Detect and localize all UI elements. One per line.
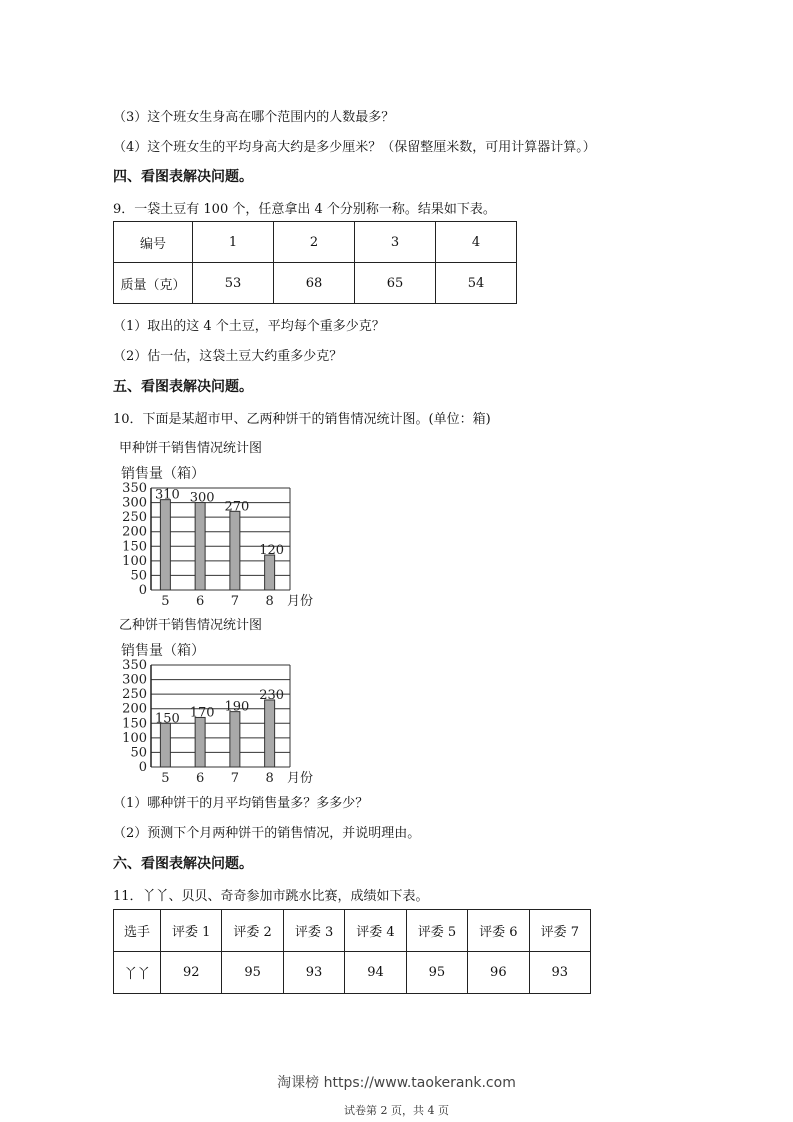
chart-b-xtick-label: 7 <box>230 771 240 785</box>
q8-sub3: （3）这个班女生身高在哪个范围内的人数最多？ <box>113 110 395 125</box>
chart-b-bar <box>230 712 240 767</box>
q11-table-row <box>114 952 591 994</box>
q11-score-cell: 94 <box>345 952 406 994</box>
q9-mass-cell: 53 <box>193 263 274 304</box>
chart-b-xtick-label: 8 <box>265 771 274 785</box>
q9-sub2: （2）估一估，这袋土豆大约重多少克？ <box>113 349 343 364</box>
chart-a-bar <box>160 500 170 590</box>
chart-b-xtick-label: 6 <box>195 771 205 785</box>
q9-mass-cell: 54 <box>436 263 517 304</box>
chart-b-ytick-label: 250 <box>122 687 147 703</box>
q11-judge-header: 评委 5 <box>406 910 467 952</box>
q9-id-cell: 2 <box>274 222 355 263</box>
chart-b-ytick-label: 0 <box>138 760 147 775</box>
chart-a-ytick-label: 100 <box>122 553 147 569</box>
chart-a-bar <box>195 503 205 590</box>
q9-table-row <box>114 222 517 263</box>
chart-b-bar <box>195 717 205 767</box>
chart-b-data-label: 230 <box>259 687 285 703</box>
chart-a-bar <box>230 511 240 590</box>
chart-a-xlabel: 月份 <box>287 594 314 608</box>
q9-table-row <box>114 263 517 304</box>
q11-header-first: 选手 <box>114 910 161 952</box>
chart-a-data-label: 270 <box>224 499 250 515</box>
chart-a-ytick-label: 150 <box>122 539 147 555</box>
q11-judge-header: 评委 3 <box>283 910 344 952</box>
q11-judge-header: 评委 2 <box>222 910 283 952</box>
footer-watermark: 淘课榜 https://www.taokerank.com <box>277 1075 516 1091</box>
chart-b-ytick-label: 150 <box>122 716 147 732</box>
chart-a-ylabel: 销售量（箱） <box>121 466 205 482</box>
q9-mass-cell: 68 <box>274 263 355 304</box>
chart-a-ytick-label: 300 <box>122 495 147 511</box>
chart-b-bar <box>265 700 275 767</box>
chart-b-data-label: 150 <box>154 711 180 727</box>
chart-a-xtick-label: 7 <box>230 594 240 608</box>
q9-sub1: （1）取出的这 4 个土豆，平均每个重多少克？ <box>113 319 385 334</box>
chart-b-data-label: 170 <box>189 705 215 721</box>
chart-b-bar <box>160 723 170 767</box>
q11-score-cell: 95 <box>222 952 283 994</box>
chart-a-ytick-label: 0 <box>138 583 147 598</box>
chart-a-title: 甲种饼干销售情况统计图 <box>119 441 263 456</box>
chart-b-title: 乙种饼干销售情况统计图 <box>119 618 263 633</box>
section5-heading: 五、看图表解决问题。 <box>113 379 253 395</box>
q9-id-cell: 4 <box>436 222 517 263</box>
q10-sub1: （1）哪种饼干的月平均销售量多？多多少？ <box>113 796 369 811</box>
chart-b-ytick-label: 100 <box>122 730 147 746</box>
q11-judge-header: 评委 6 <box>468 910 529 952</box>
chart-a-xtick-label: 8 <box>265 594 274 608</box>
q9-mass-cell: 65 <box>355 263 436 304</box>
chart-a-xtick-label: 6 <box>195 594 205 608</box>
chart-a-ytick-label: 50 <box>130 568 147 584</box>
q11-score-cell: 95 <box>406 952 467 994</box>
q10-stem: 10．下面是某超市甲、乙两种饼干的销售情况统计图。(单位：箱) <box>113 412 491 427</box>
q9-id-cell: 1 <box>193 222 274 263</box>
chart-a-ytick-label: 200 <box>122 524 147 540</box>
footer-page-info: 试卷第 2 页，共 4 页 <box>344 1104 449 1117</box>
q11-score-cell: 93 <box>529 952 590 994</box>
section4-heading: 四、看图表解决问题。 <box>113 169 253 185</box>
chart-b-ytick-label: 50 <box>130 745 147 761</box>
q9-row2-header: 质量（克） <box>114 263 193 304</box>
chart-a-xtick-label: 5 <box>161 594 170 608</box>
chart-a-bar <box>265 555 275 590</box>
q10-sub2: （2）预测下个月两种饼干的销售情况，并说明理由。 <box>113 826 421 841</box>
chart-a-ytick-label: 350 <box>122 481 147 496</box>
chart-b-xtick-label: 5 <box>161 771 170 785</box>
q8-sub4: （4）这个班女生的平均身高大约是多少厘米？（保留整厘米数，可用计算器计算。） <box>113 140 596 155</box>
chart-b <box>118 635 338 785</box>
q11-judge-header: 评委 4 <box>345 910 406 952</box>
chart-b-ytick-label: 350 <box>122 658 147 673</box>
chart-a <box>118 458 338 608</box>
chart-b-ytick-label: 300 <box>122 672 147 688</box>
chart-a-ytick-label: 250 <box>122 510 147 526</box>
chart-b-data-label: 190 <box>224 699 250 715</box>
q11-score-cell: 92 <box>161 952 222 994</box>
q9-row1-header: 编号 <box>114 222 193 263</box>
chart-a-data-label: 310 <box>154 487 180 503</box>
q11-judge-header: 评委 1 <box>161 910 222 952</box>
q11-score-cell: 93 <box>283 952 344 994</box>
q11-table-row <box>114 910 591 952</box>
q9-table <box>113 221 517 304</box>
section6-heading: 六、看图表解决问题。 <box>113 856 253 872</box>
q9-id-cell: 3 <box>355 222 436 263</box>
chart-a-data-label: 300 <box>189 490 215 506</box>
chart-b-ytick-label: 200 <box>122 701 147 717</box>
q9-stem: 9．一袋土豆有 100 个，任意拿出 4 个分别称一称。结果如下表。 <box>113 202 496 217</box>
q11-judge-header: 评委 7 <box>529 910 590 952</box>
chart-b-xlabel: 月份 <box>287 771 314 785</box>
q11-stem: 11．丫丫、贝贝、奇奇参加市跳水比赛，成绩如下表。 <box>113 889 429 904</box>
q11-player-name: 丫丫 <box>114 952 161 994</box>
q11-score-cell: 96 <box>468 952 529 994</box>
chart-b-ylabel: 销售量（箱） <box>121 643 205 659</box>
chart-a-data-label: 120 <box>259 543 285 559</box>
q11-table <box>113 909 591 994</box>
